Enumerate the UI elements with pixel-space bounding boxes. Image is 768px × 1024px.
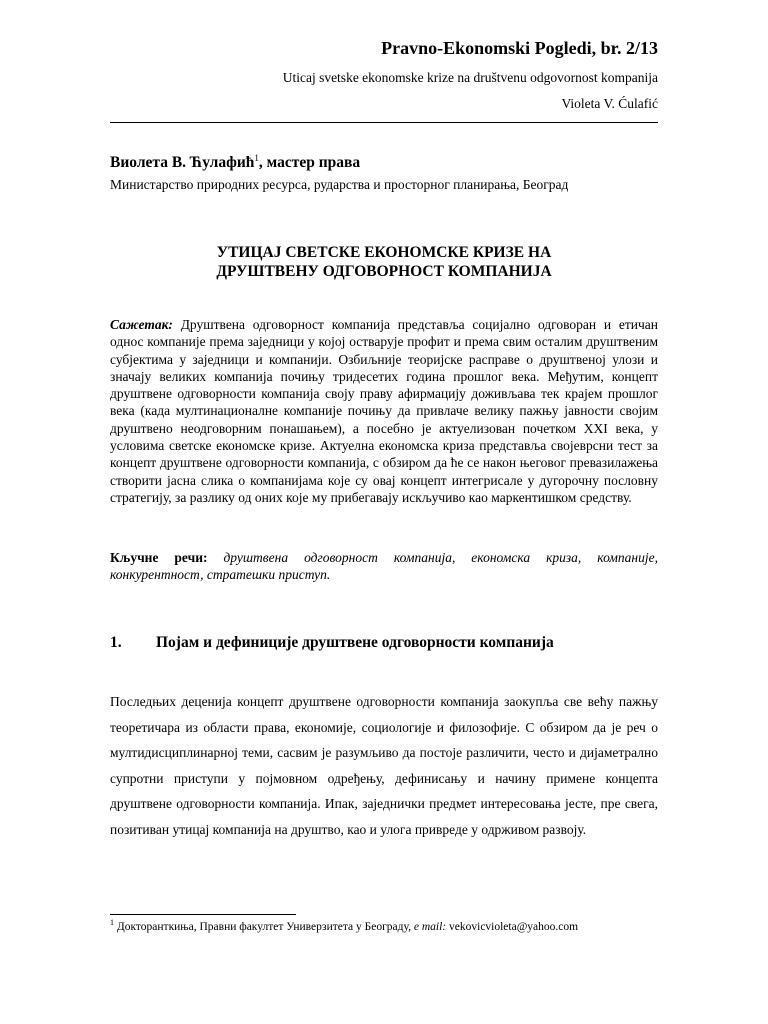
abstract-label: Сажетак:	[110, 317, 173, 332]
section-heading	[110, 634, 554, 652]
paper-title-line-1: УТИЦАЈ СВЕТСКЕ ЕКОНОМСКЕ КРИЗЕ НА	[216, 244, 552, 261]
footnote	[110, 918, 579, 933]
author-affiliation: Министарство природних ресурса, рударства и просторног планирања, Београд	[110, 177, 569, 192]
paper-title-line-2: ДРУШТВЕНУ ОДГОВОРНОСТ КОМПАНИЈА	[216, 263, 552, 280]
paper-title	[110, 243, 658, 281]
footnote-divider	[110, 914, 296, 915]
header-divider	[110, 122, 658, 123]
footnote-email[interactable]: vekovicvioleta@yahoo.com	[446, 921, 579, 933]
author-footnote-mark[interactable]: 1	[254, 152, 259, 163]
author-line	[110, 154, 360, 172]
author-degree: , мастер права	[258, 154, 361, 171]
abstract	[110, 316, 658, 506]
body-paragraph: Последњих деценија концепт друштвене одговорности компанија заокупља све већу пажњу теоретичара из области права, економије, социологије и филозофије. С обзиром да је реч о мултидисциплинарној теми, сасвим је разумљиво да постоје различити, често и дијаметрално супротни приступи у појмовном одређењу, дефинисању и начину примене концепта друштвене одговорности компанија. Ипак, заједнички предмет интересовања јесте, пре свега, позитиван утицај компанија на друштво, као и улога привреде у одрживом развоју.	[110, 694, 658, 837]
keywords-label: Кључне речи:	[110, 550, 208, 565]
keywords	[110, 549, 658, 584]
section-title: Појам и дефиниције друштвене одговорности компанија	[156, 634, 554, 651]
abstract-text: Друштвена одговорност компанија представља социјално одговоран и етичан однос компаније према заједници у којој остварује профит и према свим осталим друштвеним субјектима у заједници и компанији. Озбиљније теоријске расправе о друштвеној улози и значају великих компанија почињу тридесетих година прошлог века. Међутим, концепт друштвене одговорности компанија своју праву афирмацију доживљава тек крајем прошлог века (када мултинационалне компаније почињу да привлаче велику пажњу јавности својим друштвено неодговорним понашањем), а посебно је актуелизован почетком XXI века, у условима светске економске кризе. Актуелна економска криза представља својеврсни тест за концепт друштвене одговорности компанија, с обзиром да ће се након његовог превазилажења створити јасна слика о компанијама које су овај концепт интегрисале у дугорочну пословну стратегију, за разлику од оних које му прибегавају искључиво као маркентишком средству.	[110, 317, 658, 505]
running-author: Violeta V. Ćulafić	[561, 96, 658, 111]
footnote-text: Докторанткиња, Правни факултет Универзитета у Београду,	[114, 921, 414, 933]
journal-header: Pravno-Ekonomski Pogledi, br. 2/13	[381, 38, 658, 58]
keywords-text: друштвена одговорност компанија, економска криза, компаније, конкурентност, стратешки приступ.	[110, 550, 658, 583]
section-number: 1.	[110, 634, 122, 651]
footnote-mark: 1	[110, 918, 114, 928]
footnote-email-label: e mail:	[413, 921, 447, 933]
running-title: Uticaj svetske ekonomske krize na društvenu odgovornost kompanija	[282, 70, 658, 85]
author-name: Виолета В. Ћулафић	[110, 154, 255, 171]
